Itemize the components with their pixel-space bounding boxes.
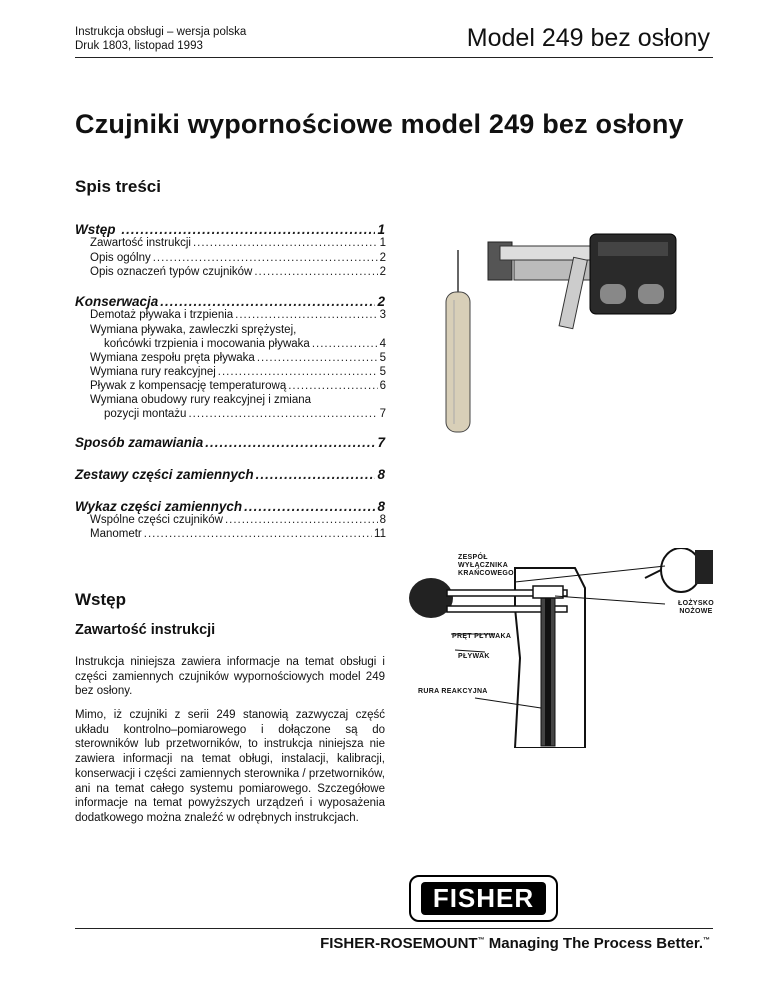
toc-entry[interactable] [75, 514, 386, 526]
toc-entry-page: 6 [379, 380, 386, 392]
toc-entry-page: 1 [379, 237, 386, 249]
toc-entry-zestawy[interactable] [75, 467, 385, 482]
toc-entry-text: Demotaż pływaka i trzpienia [90, 309, 234, 321]
footer-slogan: Managing The Process Better. [488, 935, 703, 952]
toc-entry-text: Pływak z kompensację temperaturową [90, 380, 287, 392]
toc-entry-page: 7 [377, 435, 385, 450]
toc-entry-text: Wymiana pływaka, zawleczki sprężystej, [90, 324, 297, 336]
toc-entry-text: Zestawy części zamiennych [75, 467, 254, 482]
intro-paragraph-1: Instrukcja niniejsza zawiera informacje na temat obsługi i części zamiennych czujników wypornościowych model 249 bez osłony. [75, 656, 385, 698]
toc-entry-text: Opis ogólny [90, 252, 151, 264]
toc-entry[interactable] [75, 309, 386, 321]
header-model: Model 249 bez osłony [466, 24, 710, 52]
toc-entry[interactable] [75, 528, 386, 540]
label-float: PŁYWAK [458, 653, 490, 660]
toc-entry[interactable] [75, 324, 386, 336]
toc-entry[interactable] [75, 266, 386, 278]
toc-entry[interactable] [75, 380, 386, 392]
toc-heading: Spis treści [75, 177, 161, 196]
toc-entry-page: 5 [379, 366, 386, 378]
toc-entry-konserwacja[interactable] [75, 294, 385, 309]
toc-entry-page: 7 [379, 408, 386, 420]
subsection-heading: Zawartość instrukcji [75, 622, 216, 638]
toc-entry-page: 1 [377, 222, 385, 237]
footer-tm2: ™ [703, 937, 710, 944]
label-torque-tube: RURA REAKCYJNA [418, 688, 488, 695]
header-rule [75, 57, 713, 58]
header-line1: Instrukcja obsługi – wersja polska [75, 26, 247, 38]
toc-entry-page: 8 [377, 499, 385, 514]
fisher-logo [409, 875, 558, 922]
toc-entry-text: Wstęp [75, 222, 116, 237]
toc-entry-page: 4 [379, 338, 386, 350]
footer-rule [75, 928, 713, 929]
footer-tm: ™ [477, 937, 485, 944]
toc-entry-text: Wymiana obudowy rury reakcyjnej i zmiana [90, 394, 312, 406]
toc-entry-text: Wymiana zespołu pręta pływaka [90, 352, 255, 364]
toc-entry-text: pozycji montażu [104, 408, 187, 420]
toc-entry[interactable] [75, 237, 386, 249]
toc-entry-text: końcówki trzpienia i mocowania pływaka [104, 338, 310, 350]
sensor-photo [440, 214, 700, 434]
label-bearing: ŁOŻYSKO NOŻOWE [678, 600, 714, 615]
label-switch-assembly: ZESPÓŁ WYŁĄCZNIKA KRAŃCOWEGO [458, 554, 514, 577]
toc-entry-page: 11 [374, 528, 386, 540]
toc-entry[interactable] [75, 352, 386, 364]
sensor-cross-section-figure [395, 548, 735, 748]
toc-entry-page: 2 [379, 266, 386, 278]
header-subtitle [75, 25, 246, 53]
toc-entry[interactable] [75, 394, 386, 406]
toc-entry-text: Wymiana rury reakcyjnej [90, 366, 216, 378]
toc-entry[interactable] [75, 252, 386, 264]
toc-entry-page: 3 [379, 309, 386, 321]
toc-entry-wstep[interactable] [75, 222, 385, 237]
toc-entry-zamawianie[interactable] [75, 435, 385, 450]
footer-tagline [320, 935, 710, 952]
intro-paragraph-2: Mimo, iż czujniki z serii 249 stanowią zazwyczaj część układu kontrolno–pomiarowego i dołączone są do sterowników lub przetworników, to instrukcja niniejsza nie zawiera informacji na temat obługi, instalacji, kalibracji, konserwacji i części zamiennych sterownika / przetworników, ani na temat całego systemu pomiarowego. Szczegółowe informacje na temat powyższych urządzeń i wyposażenia dodatkowego można znaleźć w odrębnych instrukcjach. [75, 709, 385, 824]
toc-entry-text: Zawartość instrukcji [90, 237, 191, 249]
label-float-rod: PRĘT PŁYWAKA [452, 633, 512, 640]
toc-entry-text: Wspólne części czujników [90, 514, 223, 526]
toc-entry-page: 8 [379, 514, 386, 526]
toc-entry-page: 2 [379, 252, 386, 264]
section-heading: Wstęp [75, 590, 126, 609]
header-line2: Druk 1803, listopad 1993 [75, 40, 203, 52]
page-title: Czujniki wypornościowe model 249 bez osłony [75, 109, 684, 139]
footer-brand: FISHER-ROSEMOUNT [320, 935, 478, 952]
toc-entry-page: 8 [377, 467, 385, 482]
toc-entry[interactable] [75, 366, 386, 378]
toc-entry-text: Opis oznaczeń typów czujników [90, 266, 253, 278]
fisher-logo-text: FISHER [421, 882, 546, 915]
toc-entry-page: 2 [377, 294, 385, 309]
toc-entry-wykaz[interactable] [75, 499, 385, 514]
toc-entry-text: Wykaz części zamiennych [75, 499, 243, 514]
toc-entry[interactable] [75, 338, 386, 350]
toc-entry-text: Konserwacja [75, 294, 159, 309]
toc-entry-text: Manometr [90, 528, 142, 540]
toc-entry-text: Sposób zamawiania [75, 435, 204, 450]
toc-entry-page: 5 [379, 352, 386, 364]
toc-entry[interactable] [75, 408, 386, 420]
